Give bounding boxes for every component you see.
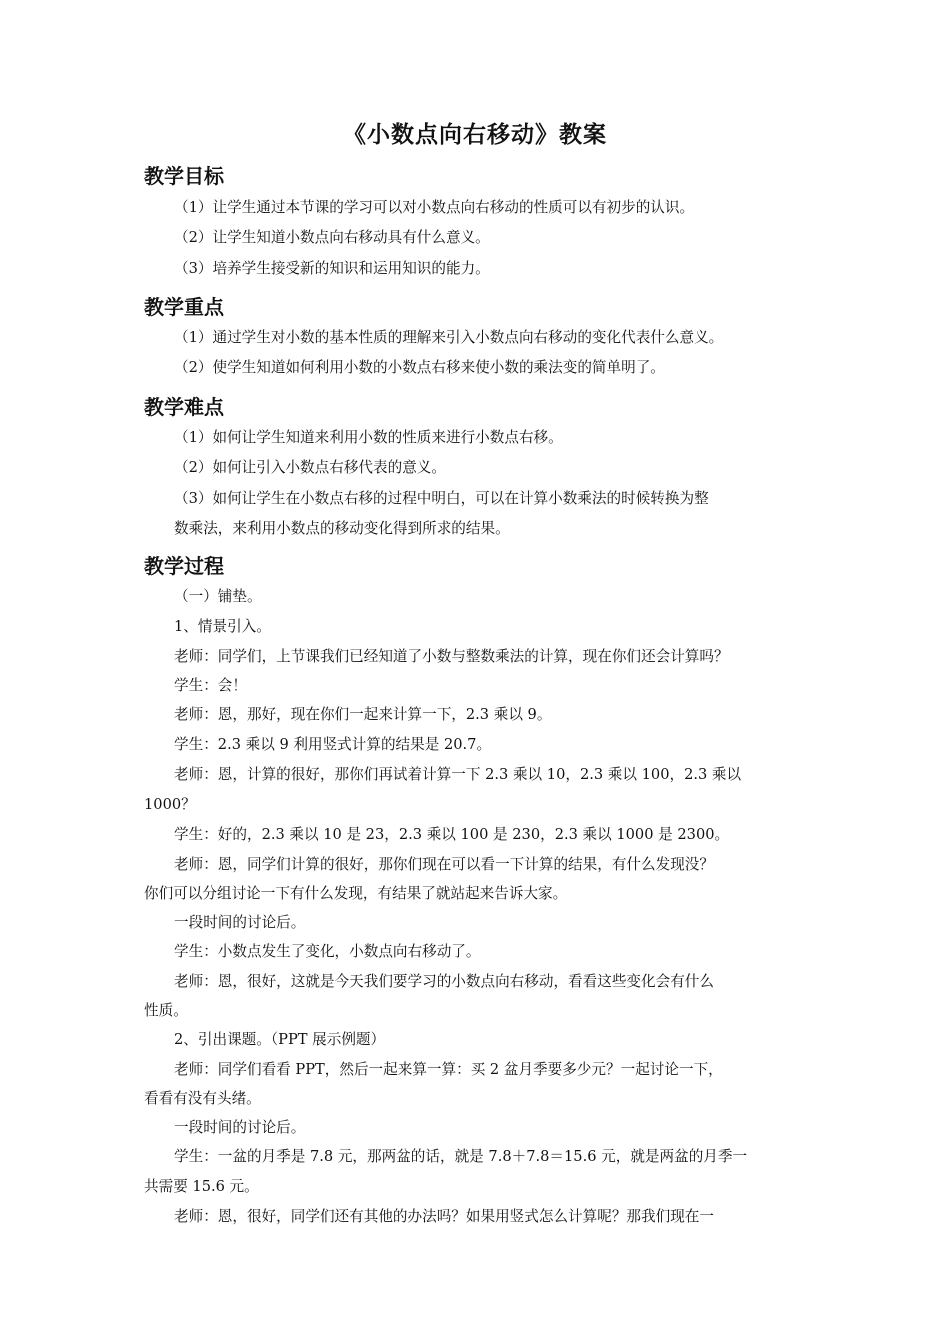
process-line: 学生：好的，2.3 乘以 10 是 23，2.3 乘以 100 是 230，2.3 乘以 1000 是 2300。 [174, 826, 730, 843]
difficulty-item-1: （1）如何让学生知道来利用小数的性质来进行小数点右移。 [174, 429, 563, 446]
process-line: 老师：恩，很好，这就是今天我们要学习的小数点向右移动，看看这些变化会有什么 [174, 973, 714, 990]
difficulty-item-3: （3）如何让学生在小数点右移的过程中明白，可以在计算小数乘法的时候转换为整 [174, 490, 709, 507]
process-line: 2、引出课题。（PPT 展示例题） [174, 1031, 386, 1048]
heading-goals: 教学目标 [144, 164, 224, 188]
process-line: 老师：恩，很好，同学们还有其他的办法吗？如果用竖式怎么计算呢？那我们现在一 [174, 1208, 714, 1225]
process-line: 老师：恩，同学们计算的很好，那你们现在可以看一下计算的结果，有什么发现没？ [174, 856, 714, 873]
goal-item-3: （3）培养学生接受新的知识和运用知识的能力。 [174, 260, 490, 277]
process-line: 学生：一盆的月季是 7.8 元，那两盆的话，就是 7.8＋7.8＝15.6 元，就是两盆的月季一 [174, 1148, 748, 1165]
process-line: 学生：2.3 乘以 9 利用竖式计算的结果是 20.7。 [174, 736, 492, 753]
process-line: 老师：恩，那好，现在你们一起来计算一下，2.3 乘以 9。 [174, 706, 552, 723]
difficulty-item-3-cont: 数乘法，来利用小数点的移动变化得到所求的结果。 [174, 520, 510, 537]
heading-difficulties: 教学难点 [144, 395, 224, 419]
heading-process: 教学过程 [144, 554, 224, 578]
process-line: 老师：恩，计算的很好，那你们再试着计算一下 2.3 乘以 10，2.3 乘以 100，2.3 乘以 [174, 766, 742, 783]
process-line: 学生：小数点发生了变化，小数点向右移动了。 [174, 943, 481, 960]
difficulty-item-2: （2）如何让引入小数点右移代表的意义。 [174, 459, 446, 476]
key-point-item-1: （1）通过学生对小数的基本性质的理解来引入小数点向右移动的变化代表什么意义。 [174, 329, 724, 346]
heading-key-points: 教学重点 [144, 295, 224, 319]
process-line: （一）铺垫。 [174, 588, 262, 605]
process-line: 看看有没有头绪。 [144, 1090, 261, 1107]
process-line: 共需要 15.6 元。 [144, 1178, 259, 1195]
goal-item-2: （2）让学生知道小数点向右移动具有什么意义。 [174, 229, 490, 246]
process-line: 一段时间的讨论后。 [174, 914, 306, 931]
process-line: 1000？ [144, 796, 196, 813]
document-title: 《小数点向右移动》教案 [343, 122, 607, 148]
process-line: 一段时间的讨论后。 [174, 1119, 306, 1136]
process-line: 老师：同学们，上节课我们已经知道了小数与整数乘法的计算，现在你们还会计算吗？ [174, 648, 729, 665]
process-line: 老师：同学们看看 PPT，然后一起来算一算：买 2 盆月季要多少元？一起讨论一下， [174, 1061, 723, 1078]
key-point-item-2: （2）使学生知道如何利用小数的小数点右移来使小数的乘法变的简单明了。 [174, 359, 665, 376]
process-line: 1、情景引入。 [174, 618, 271, 635]
process-line: 性质。 [144, 1002, 188, 1019]
goal-item-1: （1）让学生通过本节课的学习可以对小数点向右移动的性质可以有初步的认识。 [174, 199, 695, 216]
process-line: 学生：会！ [174, 677, 247, 694]
process-line: 你们可以分组讨论一下有什么发现，有结果了就站起来告诉大家。 [144, 885, 568, 902]
